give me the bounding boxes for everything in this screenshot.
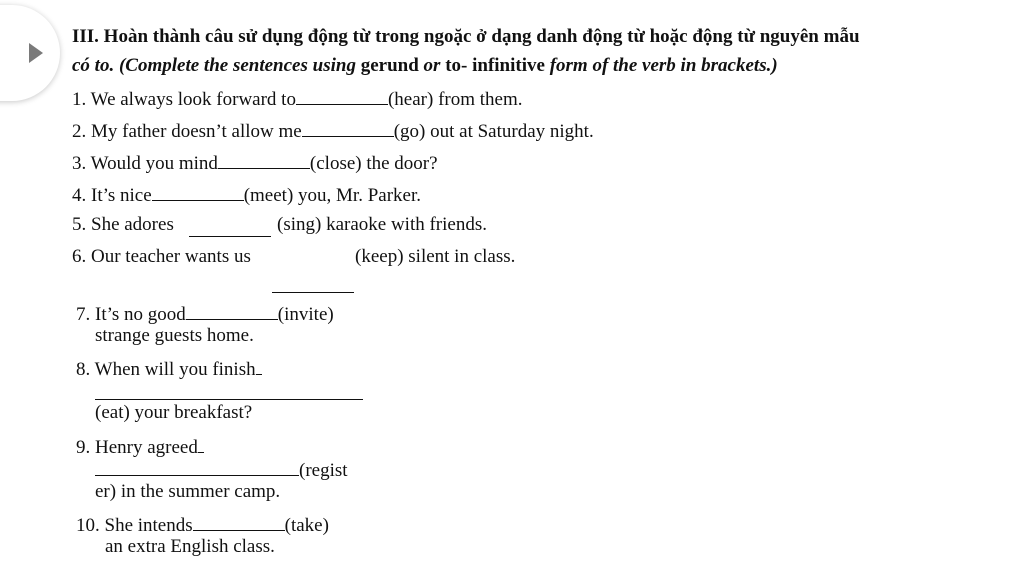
question-10 [76,513,329,537]
side-panel-toggle[interactable] [0,5,60,101]
exercise-heading-line1: III. Hoàn thành câu sử dụng động từ trong ngoặc ở dạng danh động từ hoặc động từ nguyên mẫu [72,26,860,47]
answer-blank-2[interactable] [302,119,394,137]
question-1-stem: 1. We always look forward to [72,89,296,110]
question-9-line2 [95,458,348,482]
question-8-stem: 8. When will you finish [76,359,256,380]
question-5 [72,214,174,236]
question-9-tail: (regist [299,460,348,481]
answer-blank-8[interactable] [95,399,363,400]
question-3 [72,151,438,175]
answer-blank-6[interactable] [272,292,354,293]
heading-gerund: gerund [360,55,424,76]
question-7-stem: 7. It’s no good [76,304,186,325]
answer-blank-1[interactable] [296,87,388,105]
answer-blank-8-start[interactable] [256,357,262,375]
exercise-heading-line2 [72,55,778,77]
heading-instruction-open: (Complete the sentences using [114,55,361,76]
question-6: 6. Our teacher wants us [72,246,251,267]
question-2-stem: 2. My father doesn’t allow me [72,121,302,142]
question-8-continuation: (eat) your breakfast? [95,402,253,423]
question-6-tail: (keep) silent in class. [355,246,516,267]
heading-to-infinitive: to- infinitive [445,55,550,76]
question-10-continuation: an extra English class. [105,536,275,557]
question-9 [76,435,204,459]
heading-vietnamese-tail: có to. [72,55,115,76]
question-8 [76,357,262,381]
answer-blank-3[interactable] [218,151,310,169]
question-4-tail: (meet) you, Mr. Parker. [243,185,421,206]
answer-blank-9-start[interactable] [198,435,204,453]
question-2-tail: (go) out at Saturday night. [393,121,594,142]
question-3-tail: (close) the door? [309,153,438,174]
question-9-stem: 9. Henry agreed [76,437,198,458]
question-1-tail: (hear) from them. [387,89,523,110]
answer-blank-10[interactable] [193,513,285,531]
play-arrow-icon [28,42,44,64]
answer-blank-5[interactable] [189,236,271,237]
answer-blank-7[interactable] [186,302,278,320]
question-5-stem: 5. She adores [72,214,174,235]
question-3-stem: 3. Would you mind [72,153,218,174]
question-10-tail: (take) [284,515,329,536]
answer-blank-9[interactable] [95,458,299,476]
question-4-stem: 4. It’s nice [72,185,152,206]
question-4 [72,183,421,207]
answer-blank-4[interactable] [152,183,244,201]
question-1 [72,87,523,111]
question-9-continuation: er) in the summer camp. [95,481,281,502]
heading-instruction-close: form of the verb in brackets.) [549,55,778,76]
question-5-tail: (sing) karaoke with friends. [277,214,487,235]
question-7-tail: (invite) [277,304,334,325]
question-10-stem: 10. She intends [76,515,193,536]
question-7 [76,302,334,326]
heading-or: or [423,55,446,76]
question-2 [72,119,594,143]
question-7-continuation: strange guests home. [95,325,254,346]
